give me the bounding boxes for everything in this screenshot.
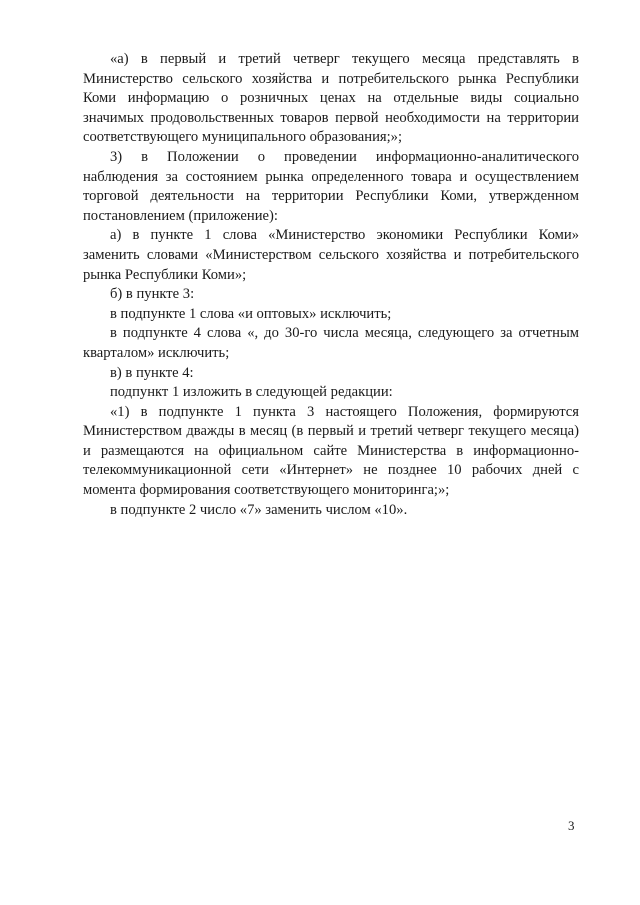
paragraph-subclause-2: в подпункте 2 число «7» заменить числом «10». [110,501,408,518]
paragraph-subclause-1: в подпункте 1 слова «и оптовых» исключить; [110,305,392,322]
page-number: 3 [568,818,575,833]
paragraph-item-b-clause-3: б) в пункте 3: [110,286,195,303]
paragraph-item-a-price-info: «а) в первый и третий четверг текущего месяца представлять в Министерство сельского хозяйства и потребительского рынка Республики Коми информацию о розничных ценах на отдельные виды социально значимых продовольственных товаров первой необходимости на территории соответствующего муниципального образования;»; [83,51,579,146]
paragraph-new-subclause-text: «1) в подпункте 1 пункта 3 настоящего Положения, формируются Министерством дважды в месяц (в первый и третий четверг текущего месяца) и размещаются на официальном сайте Министерства в информационно-телекоммуникационной сети «Интернет» не позднее 10 рабочих дней с момента формирования соответствующего мониторинга;»; [83,403,579,499]
paragraph-item-3-regulation: 3) в Положении о проведении информационно-аналитического наблюдения за состоянием рынка определенного товара и осуществлением торговой деятельности на территории Республики Коми, утвержденном постановлением (приложение): [83,148,579,224]
paragraph-item-v-clause-4: в) в пункте 4: [110,364,194,381]
paragraph-subclause-1-edit: подпункт 1 изложить в следующей редакции: [110,384,393,401]
paragraph-subclause-4: в подпункте 4 слова «, до 30-го числа месяца, следующего за отчетным кварталом» исключить; [83,325,579,361]
paragraph-item-a-clause-1: а) в пункте 1 слова «Министерство экономики Республики Коми» заменить словами «Министерством сельского хозяйства и потребительского рынка Республики Коми»; [83,227,579,283]
document-body [83,50,579,520]
